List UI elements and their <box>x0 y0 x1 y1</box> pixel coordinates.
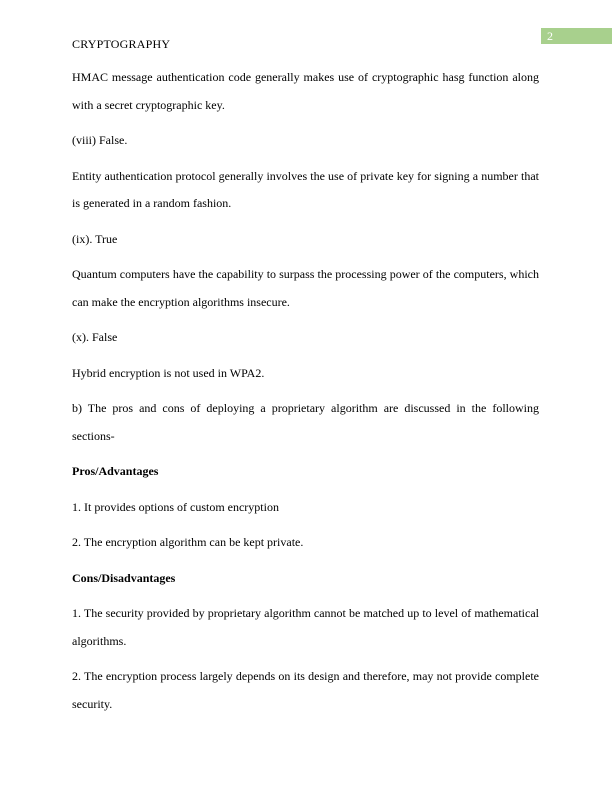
answer-viii: (viii) False. <box>72 133 128 147</box>
paragraph-entity-authentication: Entity authentication protocol generally involves the use of private key for signing a number that is generated in a random fashion. <box>72 168 539 210</box>
paragraph-quantum-computers: Quantum computers have the capability to surpass the processing power of the computers, which can make the encryption algorithms insecure. <box>72 267 539 309</box>
page-number-badge <box>541 28 612 44</box>
pro-item-1: 1. It provides options of custom encryption <box>72 499 279 514</box>
pro-item-2: 2. The encryption algorithm can be kept private. <box>72 535 304 549</box>
document-body <box>72 64 539 726</box>
paragraph-hybrid-encryption: Hybrid encryption is not used in WPA2. <box>72 365 265 380</box>
running-header: CRYPTOGRAPHY <box>72 37 171 51</box>
paragraph-hmac: HMAC message authentication code generally makes use of cryptographic hasg function along with a secret cryptographic key. <box>72 70 539 112</box>
heading-cons: Cons/Disadvantages <box>72 570 176 585</box>
con-item-2: 2. The encryption process largely depends on its design and therefore, may not provide complete security. <box>72 669 539 711</box>
answer-x: (x). False <box>72 330 118 344</box>
answer-ix: (ix). True <box>72 231 118 246</box>
paragraph-pros-cons-intro: b) The pros and cons of deploying a proprietary algorithm are discussed in the following sections- <box>72 401 539 443</box>
con-item-1: 1. The security provided by proprietary algorithm cannot be matched up to level of mathematical algorithms. <box>72 606 539 648</box>
heading-pros: Pros/Advantages <box>72 464 159 478</box>
page-number: 2 <box>547 29 553 43</box>
